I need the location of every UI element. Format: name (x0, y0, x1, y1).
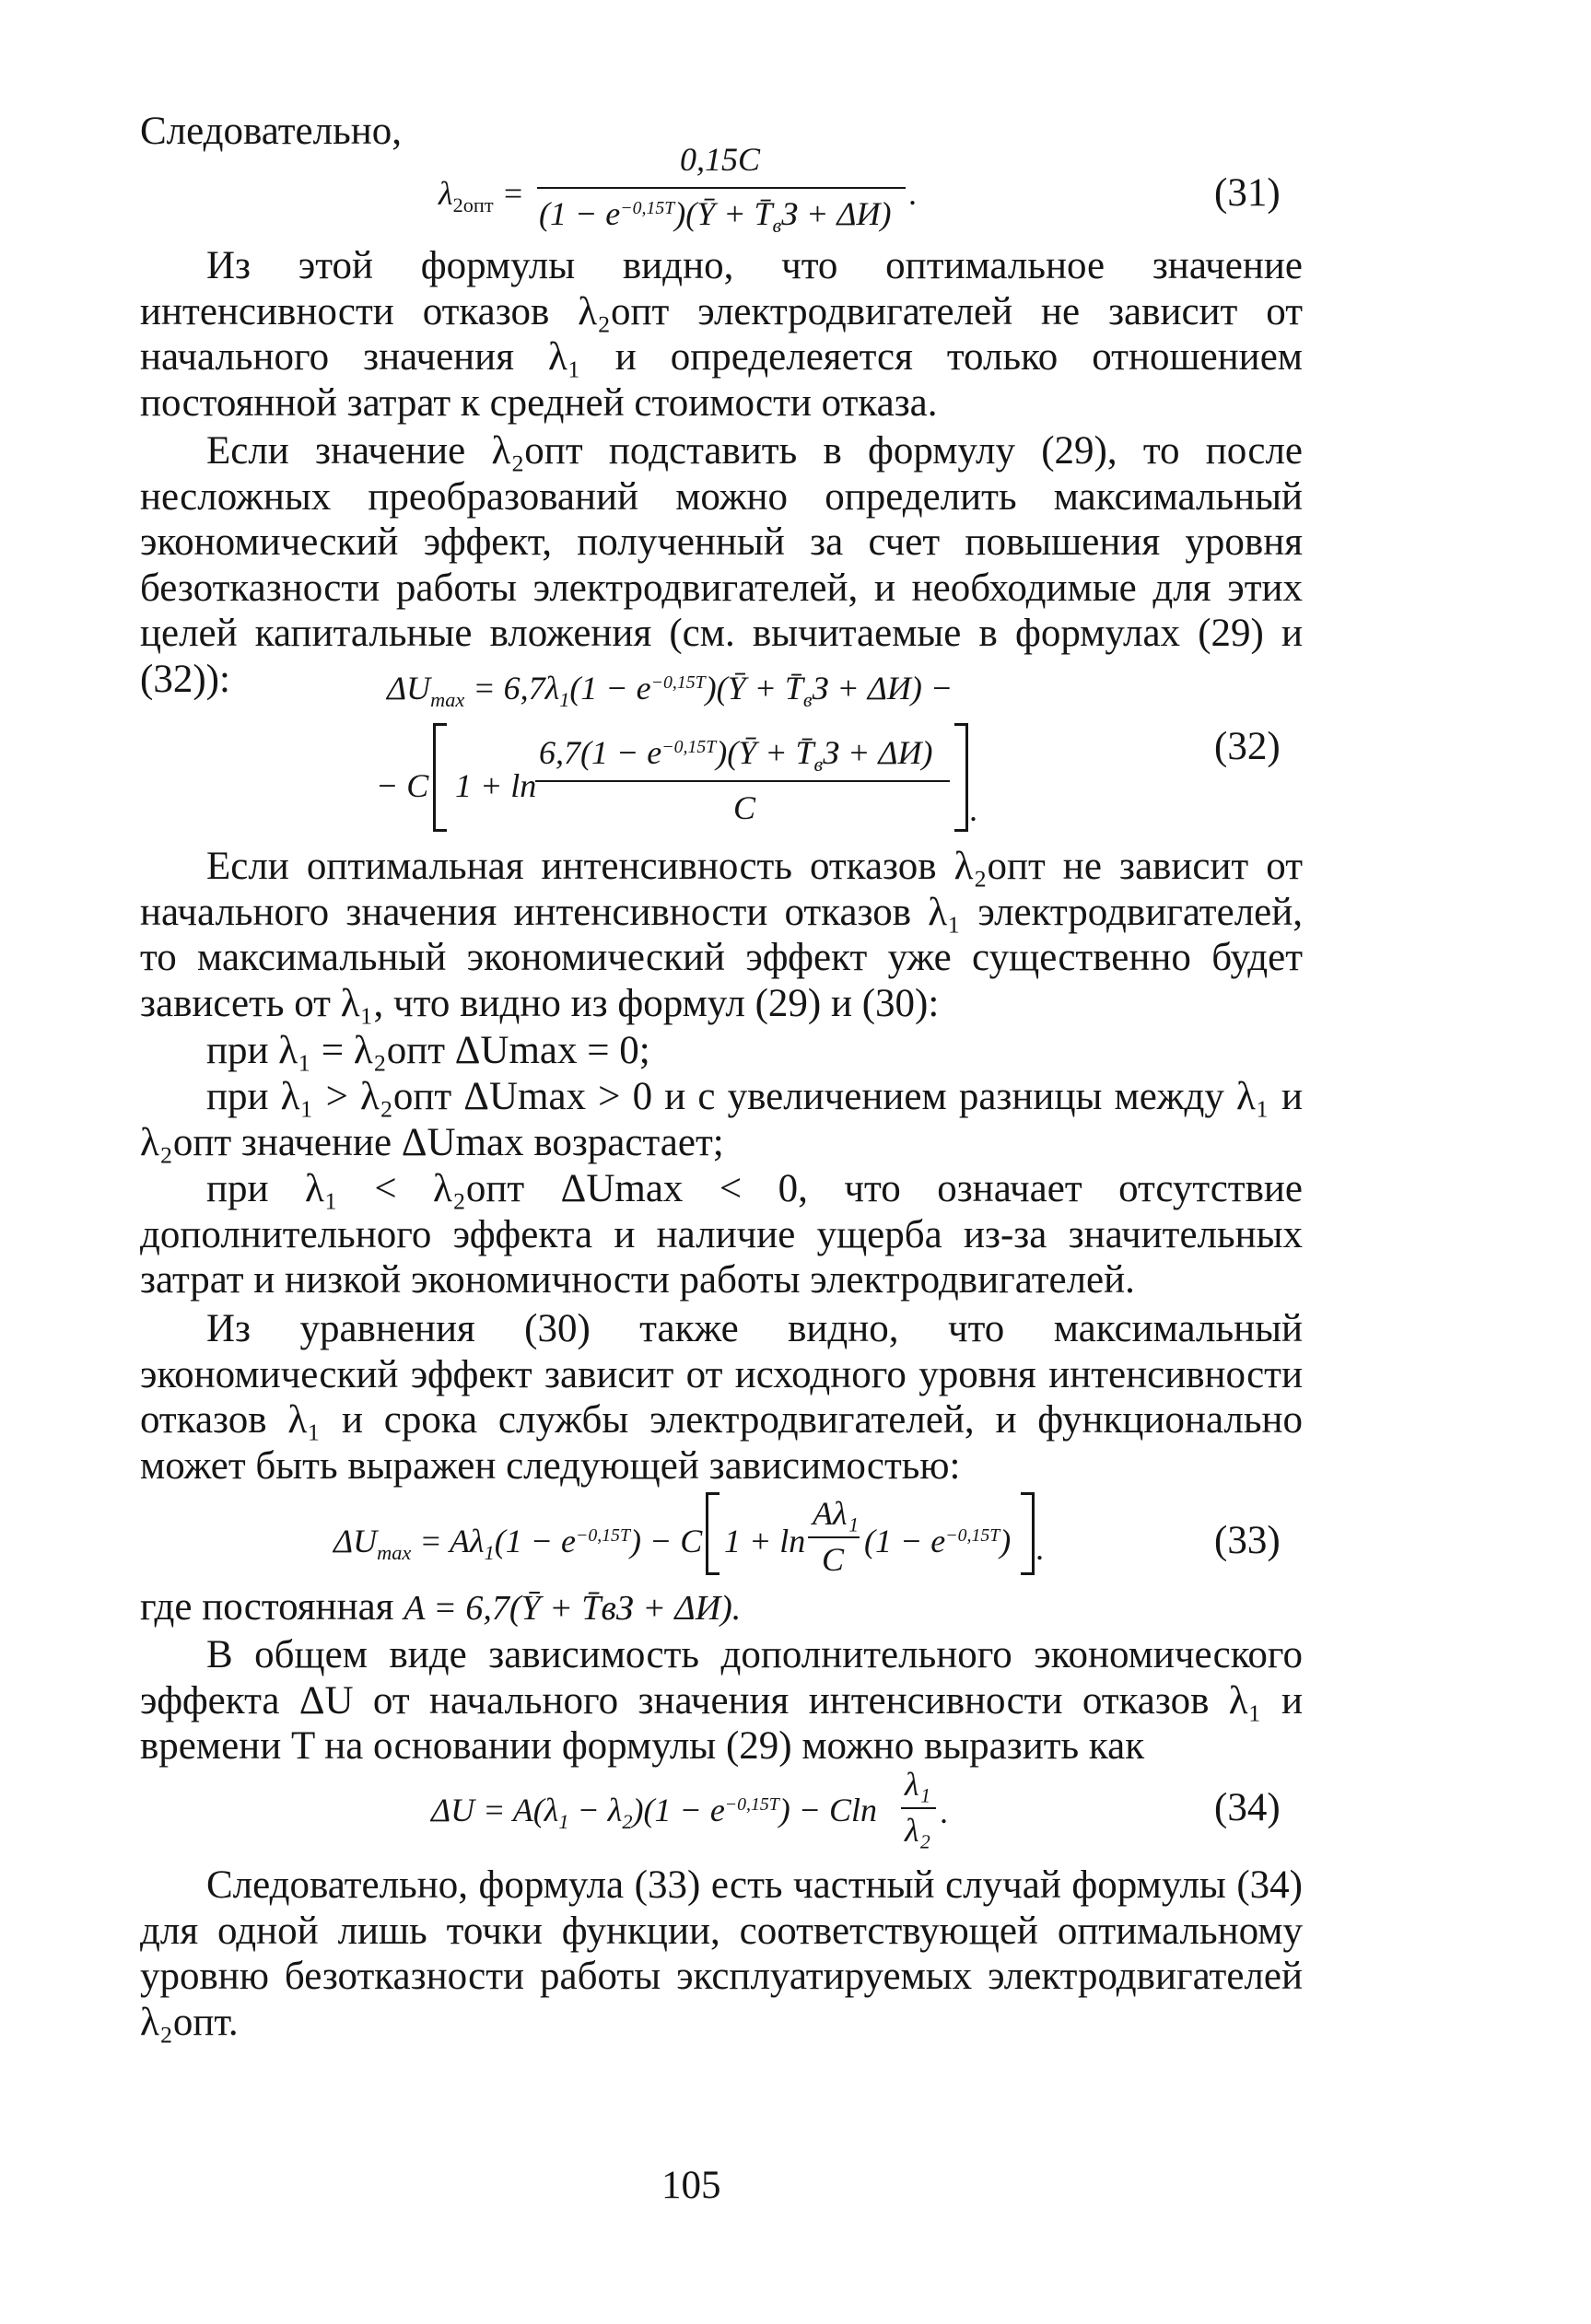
paragraph-6: Следовательно, формула (33) есть частный случай формулы (34) для одной лишь точки функции, соответствующей оптимальному уровню безотказности работы эксплуатируемых электродвигателей λ₂опт. (140, 1863, 1303, 2044)
eq31-denominator: $(1 - e^{-0,15T})(Ȳ$ + $T̄_вЗ + \Delta И$) (539, 195, 892, 237)
eq31-numerator: 0,15C (680, 141, 761, 178)
eq33-number: (33) (1214, 1519, 1281, 1562)
paragraph-3: Если оптимальная интенсивность отказов λ₂опт не зависит от начального значения интенсивности отказов λ₁ электродвигателей, то максимальный экономический эффект уже существенно будет зависеть от λ₁, что видно из формул (29) и (30): (140, 845, 1303, 1025)
eq32-number: (32) (1214, 725, 1281, 768)
eq31-fraction-bar (537, 187, 906, 189)
book-page: Следовательно, $\lambda_{2опт}$ = 0,15C $(1 - e^{-0,15T})(Ȳ$ + $T̄_вЗ + \Delta И$) . (31) Из этой формулы видно, что оптимальное значение интенсивности отказов λ₂опт электродвигателей не зависит от начального значения λ₁ и определеяется только отношением постоянной затрат к средней стоимости отказа. Если значение λ₂опт подставить в формулу (29), то после несложных преобразований можно определить максимальный экономический эффект, полученный за счет повышения уровня безотказности работы электродвигателей, и необходимые для этих целей капитальные вложения (см. вычитаемые в формулах (29) и (32)): $\Delta U_{max} = 6,7\lambda_1(1$ − $e^{-0,15T})(Ȳ$ + $T̄_вЗ + \Delta И$) − − C 1 + ln $6,7(1 - e^{-0,15T})(Ȳ$ + $T̄_вЗ + \Delta И$) C . (32) Если оптимальная интенсивность отказов λ₂опт не зависит от начального значения интенсивности отказов λ₁ электродвигателей, то максимальный экономический эффект уже существенно будет зависеть от λ₁, что видно из формул (29) и (30): при λ₁ = λ₂опт ΔUmax = 0; при λ₁ > λ₂опт ΔUmax > 0 и с увеличением разницы между λ₁ и λ₂опт значение ΔUmax возрастает; при λ₁ < λ₂опт ΔUmax < 0, что означает отсутствие дополнительного эффекта и наличие ущерба из-за значительных затрат и низкой экономичности работы электродвигателей. Из уравнения (30) также видно, что максимальный экономический эффект зависит от исходного уровня интенсивности отказов λ₁ и срока службы электродвигателей, и функционально может быть выражен следующей зависимостью: $\Delta U_{max} = A\lambda_1(1 - e^{-0,15T}) - C$ 1 + ln Aλ₁ C $(1 - e^{-0,15T})$ . (33) где постоянная A = 6,7(Ȳ + T̄вЗ + ΔИ). В общем виде зависимость дополнительного экономического эффекта ΔU от начального значения интенсивности отказов λ₁ и времени T на основании формулы (29) можно выразить как $\Delta U = A(\lambda_1 - \lambda_2)(1 - e^{-0,15T}) - Cln$ λ₁ λ₂ . (34) Следовательно, формула (33) есть частный случай формулы (34) для одной лишь точки функции, соответствующей оптимальному уровню безотказности работы эксплуатируемых электродвигателей λ₂опт. 105 (140, 110, 1303, 2207)
case-less: при λ₁ < λ₂опт ΔUmax < 0, что означает отсутствие дополнительного эффекта и наличие ущерба из-за значительных затрат и низкой экономичности работы электродвигателей. (140, 1167, 1303, 1302)
eq33-right-bracket (1021, 1492, 1035, 1575)
case-equal: при λ₁ = λ₂опт ΔUmax = 0; (206, 1029, 650, 1072)
eq34-fraction-bar (901, 1807, 936, 1809)
paragraph-1: Из этой формулы видно, что оптимальное значение интенсивности отказов λ₂опт электродвигателей не зависит от начального значения λ₁ и определеяется только отношением постоянной затрат к средней стоимости отказа. (140, 244, 1303, 425)
where-constant-line: где постоянная A = 6,7(Ȳ + T̄вЗ + ΔИ). (140, 1585, 742, 1629)
lead-text: Следовательно, (140, 110, 402, 153)
paragraph-4: Из уравнения (30) также видно, что максимальный экономический эффект зависит от исходного уровня интенсивности отказов λ₁ и срока службы электродвигателей, и функционально может быть выражен следующей зависимостью: (140, 1307, 1303, 1488)
paragraph-5: В общем виде зависимость дополнительного экономического эффекта ΔU от начального значения интенсивности отказов λ₁ и времени T на основании формулы (29) можно выразить как (140, 1633, 1303, 1768)
eq33-fraction-bar (808, 1536, 860, 1538)
case-greater: при λ₁ > λ₂опт ΔUmax > 0 и с увеличением разницы между λ₁ и λ₂опт значение ΔUmax возрастает; (140, 1075, 1303, 1164)
eq34-number: (34) (1214, 1786, 1281, 1829)
eq33-left-bracket (706, 1492, 719, 1575)
eq31-number: (31) (1214, 171, 1281, 215)
page-number: 105 (661, 2164, 721, 2207)
paragraph-2: Если значение λ₂опт подставить в формулу (29), то после несложных преобразований можно определить максимальный экономический эффект, полученный за счет повышения уровня безотказности работы электродвигателей, и необходимые для этих целей капитальные вложения (см. вычитаемые в формулах (29) и (32)): (140, 429, 1303, 701)
eq32-left-bracket (433, 723, 447, 832)
eq32-right-bracket (954, 723, 968, 832)
eq32-fraction-bar (535, 780, 950, 782)
eq32-line-1: $\Delta U_{max} = 6,7\lambda_1(1$ − $e^{-0,15T})(Ȳ$ + $T̄_вЗ + \Delta И$) − (387, 670, 953, 711)
eq32-fraction-numerator: $6,7(1 - e^{-0,15T})(Ȳ$ + $T̄_вЗ + \Delta И$) (539, 734, 933, 776)
